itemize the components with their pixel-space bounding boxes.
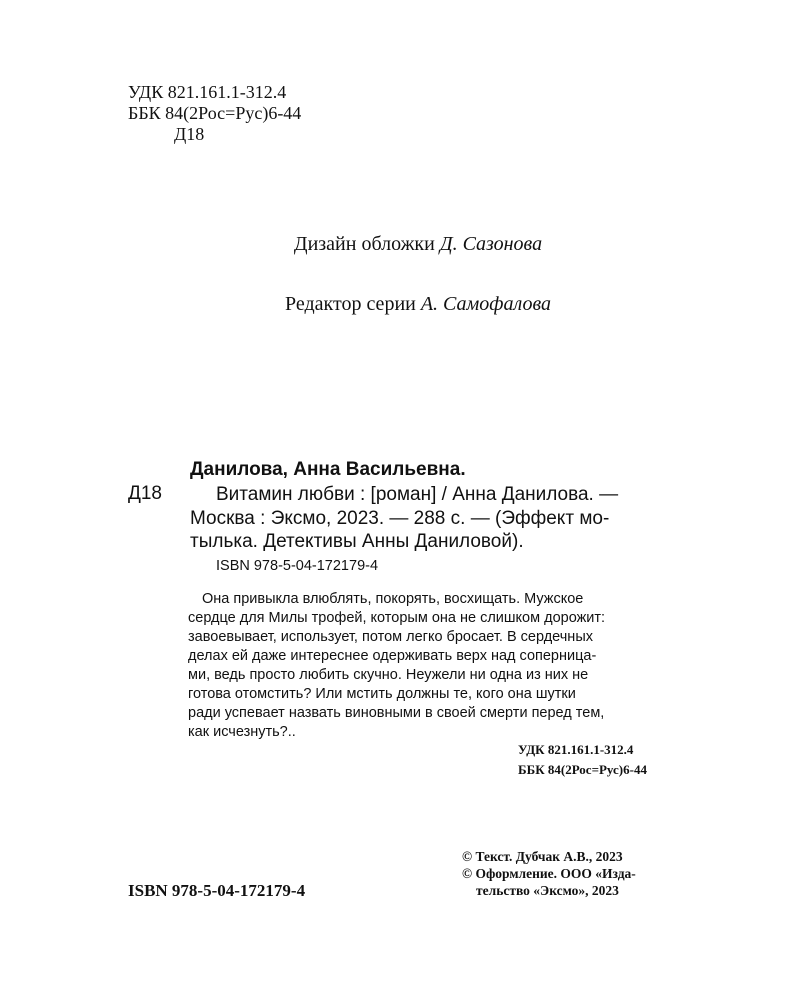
footer-isbn: ISBN 978-5-04-172179-4 bbox=[128, 881, 306, 900]
series-editor-label: Редактор серии bbox=[284, 293, 416, 315]
annotation-line: готова отомстить? Или мстить должны те, кого она шутки bbox=[188, 686, 576, 702]
copyright-design-line: © Оформление. ООО «Изда- bbox=[462, 866, 636, 881]
author-mark: Д18 bbox=[174, 124, 205, 144]
bibliographic-line: Витамин любви : [роман] / Анна Данилова. — bbox=[216, 484, 619, 505]
annotation bbox=[188, 590, 605, 742]
copyright-design-line: тельство «Эксмо», 2023 bbox=[476, 883, 619, 898]
annotation-line: завоевывает, использует, потом легко бросает. В сердечных bbox=[188, 629, 593, 645]
bibliographic-line: тылька. Детективы Анны Даниловой). bbox=[190, 531, 524, 552]
footer-classification-codes bbox=[518, 740, 647, 780]
annotation-line: как исчезнуть?.. bbox=[188, 724, 296, 740]
bibliographic-entry bbox=[190, 483, 618, 554]
bibliographic-code: Д18 bbox=[128, 483, 163, 504]
annotation-line: делах ей даже интереснее одерживать верх над соперница- bbox=[188, 648, 597, 664]
copyright-notice bbox=[462, 848, 636, 899]
annotation-line: сердце для Милы трофей, которым она не слишком дорожит: bbox=[188, 610, 606, 626]
footer-udk-code: УДК 821.161.1-312.4 bbox=[518, 742, 634, 757]
annotation-line: ми, ведь просто любить скучно. Неужели ни одна из них не bbox=[188, 667, 589, 683]
footer-bbk-code: ББК 84(2Рос=Рус)6-44 bbox=[518, 762, 647, 777]
cover-designer-name: Д. Сазонова bbox=[439, 233, 543, 255]
cover-design-label: Дизайн обложки bbox=[293, 233, 435, 255]
series-editor-credit bbox=[0, 292, 800, 316]
annotation-line: Она привыкла влюблять, покорять, восхищать. Мужское bbox=[202, 591, 584, 607]
bbk-code: ББК 84(2Рос=Рус)6-44 bbox=[128, 103, 302, 123]
bibliographic-line: Москва : Эксмо, 2023. — 288 с. — (Эффект мо- bbox=[190, 507, 610, 529]
copyright-text-line: © Текст. Дубчак А.В., 2023 bbox=[462, 849, 623, 864]
author-heading: Данилова, Анна Васильевна. bbox=[190, 459, 466, 480]
classification-codes bbox=[128, 82, 301, 145]
bibliographic-isbn: ISBN 978-5-04-172179-4 bbox=[216, 558, 379, 574]
cover-design-credit bbox=[0, 232, 800, 256]
udk-code: УДК 821.161.1-312.4 bbox=[128, 82, 287, 102]
series-editor-name: А. Самофалова bbox=[420, 293, 552, 315]
annotation-line: ради успевает назвать виновными в своей смерти перед тем, bbox=[188, 705, 605, 721]
